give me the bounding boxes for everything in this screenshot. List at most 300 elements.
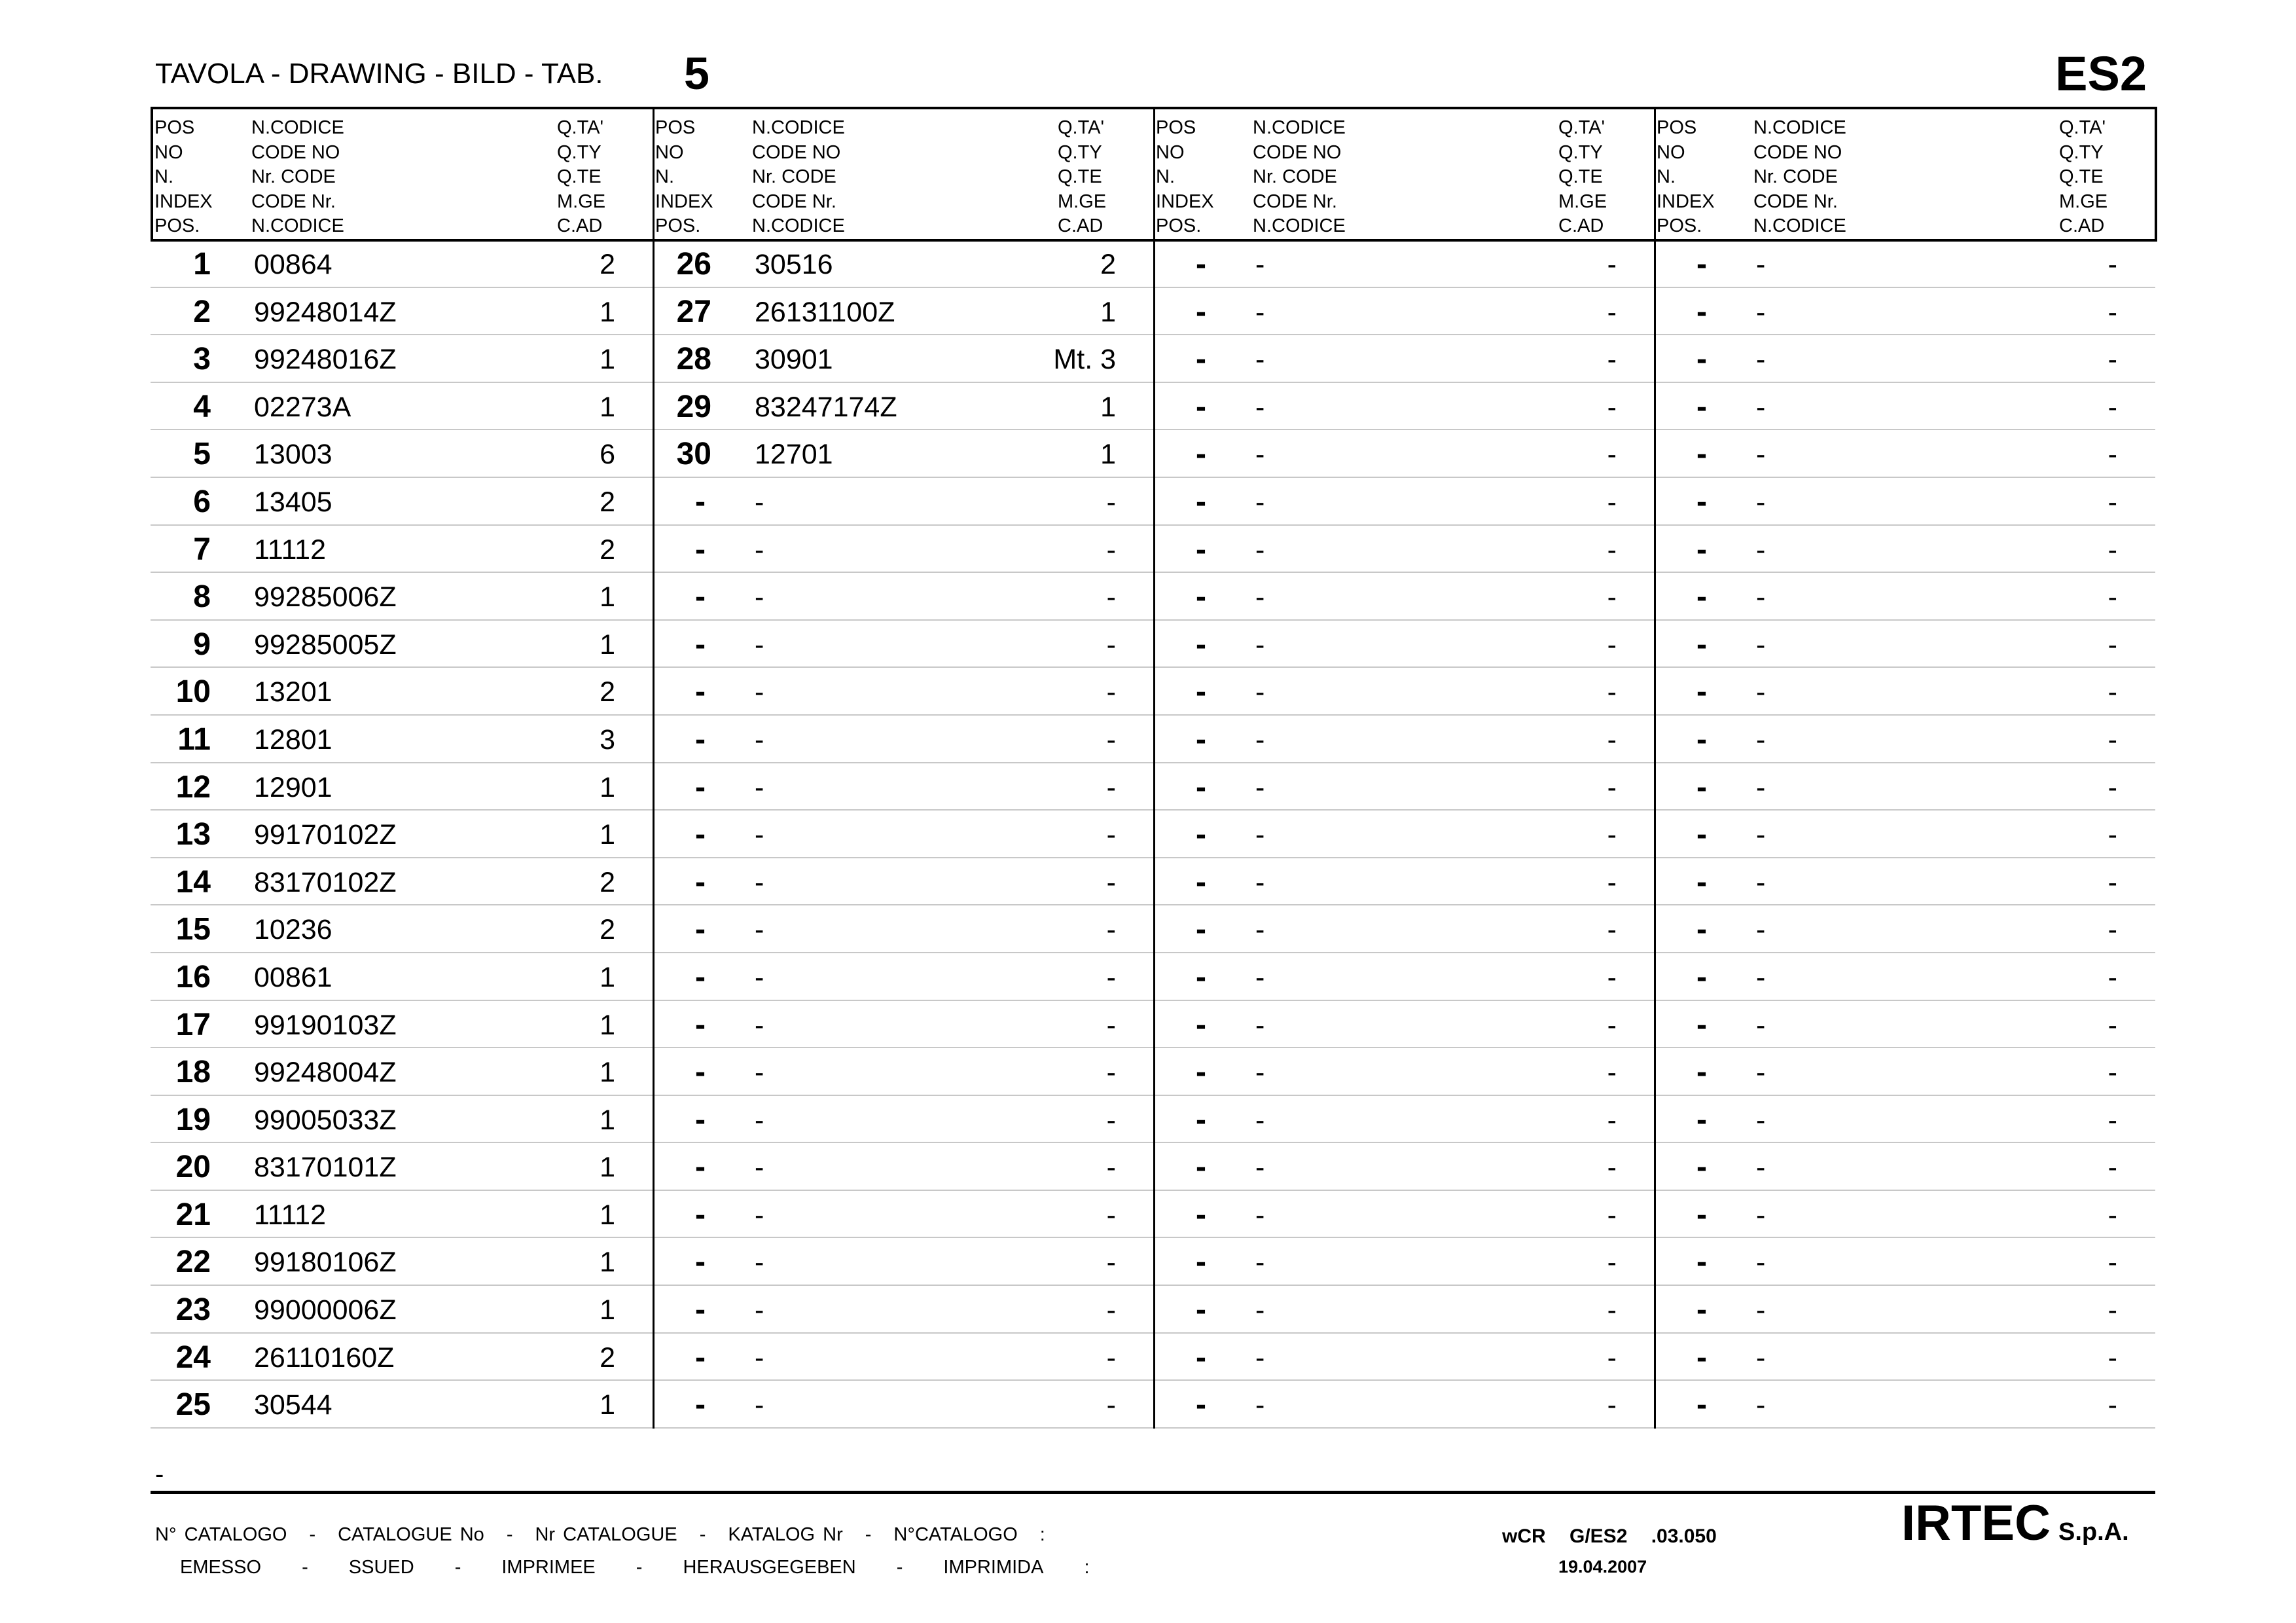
part-code[interactable]: -: [1255, 676, 1265, 708]
quantity: -: [2108, 391, 2117, 423]
quantity: -: [1607, 866, 1617, 898]
header-label: POS: [1156, 117, 1196, 138]
part-code[interactable]: -: [1255, 723, 1265, 756]
part-code[interactable]: -: [1255, 914, 1265, 946]
quantity: -: [2108, 1152, 2117, 1184]
position-number: -: [1196, 1102, 1206, 1137]
position-number: -: [1196, 1150, 1206, 1185]
header-label: Nr. CODE: [251, 166, 336, 187]
part-code[interactable]: -: [1756, 391, 1766, 423]
part-code[interactable]: -: [755, 771, 764, 803]
part-code[interactable]: -: [755, 914, 764, 946]
part-code[interactable]: 83170102Z: [254, 866, 397, 898]
position-number: -: [1196, 389, 1206, 424]
issue-date: 19.04.2007: [1558, 1557, 1647, 1577]
header-qty-labels: [1558, 116, 1607, 239]
position-number: 13: [175, 817, 211, 852]
position-number: -: [1696, 769, 1707, 805]
part-code[interactable]: 02273A: [254, 391, 351, 423]
header-label: CODE NO: [251, 141, 340, 163]
position-number: 12: [175, 769, 211, 805]
footer-label: -: [896, 1557, 903, 1578]
quantity: -: [1106, 1294, 1116, 1326]
part-code[interactable]: -: [1756, 486, 1766, 518]
quantity: -: [2108, 1057, 2117, 1089]
quantity: 1: [600, 819, 615, 851]
part-code[interactable]: -: [1756, 581, 1766, 613]
quantity: -: [2108, 819, 2117, 851]
position-number: 7: [193, 532, 211, 567]
part-code[interactable]: -: [1255, 344, 1265, 376]
part-code[interactable]: -: [755, 723, 764, 756]
part-code[interactable]: -: [1756, 914, 1766, 946]
quantity: -: [1607, 391, 1617, 423]
part-code[interactable]: -: [1756, 961, 1766, 993]
header-qty-labels: [1058, 116, 1106, 239]
position-number: -: [1696, 247, 1707, 282]
quantity: -: [2108, 1247, 2117, 1279]
part-code[interactable]: 99248016Z: [254, 344, 397, 376]
position-number: -: [695, 532, 706, 567]
position-number: -: [1196, 1292, 1206, 1328]
quantity: -: [2108, 249, 2117, 280]
position-number: -: [695, 817, 706, 852]
position-number: 3: [193, 342, 211, 377]
part-code[interactable]: -: [755, 1009, 764, 1041]
part-code[interactable]: -: [755, 866, 764, 898]
position-number: 20: [175, 1150, 211, 1185]
position-number: 23: [175, 1292, 211, 1328]
header-label: Nr. CODE: [752, 166, 836, 187]
position-number: -: [1696, 912, 1707, 947]
position-number: -: [1196, 1245, 1206, 1280]
part-code[interactable]: -: [755, 1199, 764, 1231]
part-code[interactable]: -: [1255, 439, 1265, 471]
part-code[interactable]: 99170102Z: [254, 819, 397, 851]
header-label: M.GE: [1058, 191, 1107, 212]
quantity: 1: [600, 1152, 615, 1184]
quantity: -: [1607, 1009, 1617, 1041]
header-label: CODE Nr.: [752, 191, 836, 212]
part-code[interactable]: 12901: [254, 771, 332, 803]
position-number: -: [1196, 1197, 1206, 1232]
part-code[interactable]: -: [1756, 1294, 1766, 1326]
quantity: -: [1607, 534, 1617, 566]
part-code[interactable]: 30516: [755, 249, 833, 280]
footer-divider: [151, 1491, 2155, 1494]
part-code[interactable]: -: [1255, 1152, 1265, 1184]
header-label: POS.: [1156, 215, 1202, 236]
header-label: POS.: [154, 215, 200, 236]
quantity: 1: [600, 1104, 615, 1136]
quantity: 2: [600, 249, 615, 280]
part-code[interactable]: -: [1756, 249, 1766, 280]
part-code[interactable]: -: [755, 961, 764, 993]
header-label: N.: [1156, 166, 1175, 187]
header-label: POS: [154, 117, 195, 138]
header-qty-labels: [557, 116, 605, 239]
part-code[interactable]: -: [1756, 1009, 1766, 1041]
position-number: -: [1196, 769, 1206, 805]
position-number: 10: [175, 674, 211, 710]
quantity: -: [1607, 249, 1617, 280]
position-number: -: [695, 769, 706, 805]
quantity: -: [1106, 771, 1116, 803]
part-code[interactable]: -: [755, 581, 764, 613]
header-label: POS: [655, 117, 696, 138]
quantity: -: [1106, 819, 1116, 851]
quantity: -: [1607, 1152, 1617, 1184]
part-code[interactable]: -: [1756, 866, 1766, 898]
header-label: Q.TA': [1558, 117, 1605, 138]
header-qty-labels: [2059, 116, 2108, 239]
position-number: 6: [193, 484, 211, 519]
quantity: 1: [1100, 296, 1116, 328]
quantity: 1: [600, 1247, 615, 1279]
quantity: -: [2108, 629, 2117, 661]
position-number: 29: [676, 389, 711, 424]
part-code[interactable]: 99180106Z: [254, 1247, 397, 1279]
position-number: -: [1696, 1340, 1707, 1375]
part-code[interactable]: 13405: [254, 486, 332, 518]
position-number: -: [695, 484, 706, 519]
position-number: -: [695, 627, 706, 662]
header-label: Q.TY: [1558, 141, 1603, 163]
part-code[interactable]: 99248014Z: [254, 296, 397, 328]
part-code[interactable]: -: [1756, 1199, 1766, 1231]
part-code[interactable]: -: [1255, 629, 1265, 661]
header-pos-labels: [154, 116, 213, 239]
header-label: INDEX: [1657, 191, 1715, 212]
part-code[interactable]: 13003: [254, 439, 332, 471]
position-number: -: [1196, 1007, 1206, 1042]
quantity: -: [1106, 486, 1116, 518]
part-code[interactable]: 83170101Z: [254, 1152, 397, 1184]
group-code: ES2: [2055, 46, 2147, 101]
part-code[interactable]: 11112: [254, 534, 326, 566]
part-code[interactable]: 99285005Z: [254, 629, 397, 661]
quantity: -: [1106, 723, 1116, 756]
quantity: -: [1607, 914, 1617, 946]
position-number: -: [695, 1150, 706, 1185]
part-code[interactable]: -: [1255, 1247, 1265, 1279]
quantity: 2: [1100, 249, 1116, 280]
header-pos-labels: [655, 116, 713, 239]
part-code[interactable]: 11112: [254, 1199, 326, 1231]
issued-label: [180, 1557, 1130, 1578]
brand-suffix: S.p.A.: [2058, 1518, 2129, 1546]
header-label: Q.TE: [2059, 166, 2104, 187]
header-label: Nr. CODE: [1253, 166, 1337, 187]
part-code[interactable]: -: [1255, 819, 1265, 851]
position-number: 17: [175, 1007, 211, 1042]
position-number: -: [1196, 1387, 1206, 1423]
part-code[interactable]: -: [1255, 391, 1265, 423]
header-label: CODE Nr.: [1753, 191, 1838, 212]
header-code-labels: [1753, 116, 1846, 239]
quantity: -: [2108, 344, 2117, 376]
position-number: -: [695, 1055, 706, 1090]
footer-label: :: [1084, 1557, 1090, 1578]
header-group: [1155, 109, 1655, 239]
quantity: -: [1607, 1294, 1617, 1326]
part-code[interactable]: -: [1255, 1104, 1265, 1136]
header-label: Q.TY: [1058, 141, 1102, 163]
header-label: N.CODICE: [1753, 215, 1846, 236]
position-number: -: [1196, 864, 1206, 900]
position-number: -: [695, 959, 706, 994]
part-code[interactable]: -: [1756, 296, 1766, 328]
quantity: -: [1106, 629, 1116, 661]
header-label: Q.TA': [1058, 117, 1105, 138]
part-code[interactable]: -: [1756, 344, 1766, 376]
part-code[interactable]: -: [1255, 1389, 1265, 1421]
part-code[interactable]: -: [755, 1104, 764, 1136]
part-code[interactable]: 26131100Z: [755, 296, 895, 328]
header-label: INDEX: [1156, 191, 1214, 212]
position-number: -: [1696, 959, 1707, 994]
part-code[interactable]: -: [1255, 296, 1265, 328]
quantity: -: [1607, 344, 1617, 376]
header-label: N.: [1657, 166, 1676, 187]
quantity: -: [1607, 961, 1617, 993]
position-number: 21: [175, 1197, 211, 1232]
part-code[interactable]: -: [1255, 1199, 1265, 1231]
part-code[interactable]: 99190103Z: [254, 1009, 397, 1041]
header-label: Q.TE: [557, 166, 601, 187]
header-label: C.AD: [1058, 215, 1103, 236]
part-code[interactable]: -: [1255, 534, 1265, 566]
position-number: 5: [193, 437, 211, 472]
part-code[interactable]: -: [755, 1389, 764, 1421]
part-code[interactable]: 30544: [254, 1389, 332, 1421]
position-number: 16: [175, 959, 211, 994]
quantity: -: [2108, 1341, 2117, 1374]
quantity: -: [1607, 1104, 1617, 1136]
part-code[interactable]: -: [1255, 581, 1265, 613]
quantity: -: [1607, 771, 1617, 803]
part-code[interactable]: -: [1756, 819, 1766, 851]
footer-label: -: [699, 1524, 706, 1545]
part-code[interactable]: 30901: [755, 344, 833, 376]
quantity: -: [1607, 1057, 1617, 1089]
header-label: NO: [1156, 141, 1185, 163]
position-number: -: [1696, 532, 1707, 567]
part-code[interactable]: -: [1756, 676, 1766, 708]
part-code[interactable]: 10236: [254, 914, 332, 946]
part-code[interactable]: -: [1756, 1057, 1766, 1089]
position-number: 22: [175, 1245, 211, 1280]
part-code[interactable]: -: [1756, 534, 1766, 566]
quantity: -: [2108, 723, 2117, 756]
part-code[interactable]: -: [1255, 771, 1265, 803]
header-label: Q.TE: [1058, 166, 1102, 187]
position-number: -: [1196, 1055, 1206, 1090]
quantity: -: [1607, 629, 1617, 661]
part-code[interactable]: -: [1756, 1341, 1766, 1374]
part-code[interactable]: -: [755, 1341, 764, 1374]
quantity: Mt. 3: [1053, 344, 1116, 376]
position-number: -: [1696, 1007, 1707, 1042]
header-label: N.CODICE: [1753, 117, 1846, 138]
position-number: -: [1696, 484, 1707, 519]
position-number: 15: [175, 912, 211, 947]
quantity: -: [1106, 1104, 1116, 1136]
part-code[interactable]: 99248004Z: [254, 1057, 397, 1089]
quantity: -: [1106, 1389, 1116, 1421]
column-divider: [1654, 107, 1656, 1429]
footer-label: -: [302, 1557, 308, 1578]
footer-label: IMPRIMEE: [501, 1557, 596, 1578]
part-code[interactable]: -: [1756, 1389, 1766, 1421]
quantity: -: [1607, 296, 1617, 328]
part-code[interactable]: -: [1756, 439, 1766, 471]
quantity: -: [1106, 961, 1116, 993]
header-code-labels: [251, 116, 344, 239]
header-code-labels: [1253, 116, 1346, 239]
part-code[interactable]: 00861: [254, 961, 332, 993]
quantity: 1: [1100, 439, 1116, 471]
part-code[interactable]: -: [1756, 723, 1766, 756]
part-code[interactable]: -: [1255, 1341, 1265, 1374]
part-code[interactable]: 26110160Z: [254, 1341, 395, 1374]
quantity: -: [1106, 581, 1116, 613]
position-number: -: [1196, 1340, 1206, 1375]
position-number: -: [695, 864, 706, 900]
part-code[interactable]: 13201: [254, 676, 332, 708]
header-label: NO: [655, 141, 684, 163]
position-number: -: [695, 1007, 706, 1042]
header-label: POS: [1657, 117, 1697, 138]
header-label: N.CODICE: [1253, 117, 1346, 138]
footer-label: Nr CATALOGUE: [535, 1524, 677, 1545]
position-number: -: [695, 674, 706, 710]
position-number: -: [1696, 627, 1707, 662]
position-number: -: [1696, 294, 1707, 329]
part-code[interactable]: -: [755, 1152, 764, 1184]
quantity: -: [1607, 676, 1617, 708]
position-number: 9: [193, 627, 211, 662]
header-label: NO: [154, 141, 183, 163]
position-number: -: [1696, 1197, 1707, 1232]
part-code[interactable]: -: [1756, 771, 1766, 803]
part-code[interactable]: -: [1255, 1294, 1265, 1326]
part-code[interactable]: -: [755, 629, 764, 661]
footer-label: :: [1039, 1524, 1045, 1545]
header-group: [1655, 109, 2156, 239]
part-code[interactable]: 00864: [254, 249, 332, 280]
position-number: -: [1696, 1292, 1707, 1328]
position-number: -: [1196, 627, 1206, 662]
part-code[interactable]: -: [755, 819, 764, 851]
quantity: -: [2108, 914, 2117, 946]
part-code[interactable]: -: [755, 1294, 764, 1326]
footer-label: KATALOG Nr: [728, 1524, 843, 1545]
part-code[interactable]: -: [755, 534, 764, 566]
quantity: 2: [600, 676, 615, 708]
position-number: -: [1696, 817, 1707, 852]
quantity: 1: [600, 296, 615, 328]
footer-label: N°CATALOGO: [893, 1524, 1018, 1545]
header-pos-labels: [1156, 116, 1214, 239]
part-code[interactable]: 99000006Z: [254, 1294, 397, 1326]
part-code[interactable]: 99285006Z: [254, 581, 397, 613]
part-code[interactable]: 12701: [755, 439, 833, 471]
position-number: -: [1196, 484, 1206, 519]
header-pos-labels: [1657, 116, 1715, 239]
quantity: -: [1106, 1009, 1116, 1041]
header-label: POS.: [655, 215, 701, 236]
quantity: -: [2108, 1104, 2117, 1136]
quantity: 2: [600, 534, 615, 566]
header-label: N.: [655, 166, 674, 187]
part-code[interactable]: -: [755, 1057, 764, 1089]
header-label: CODE NO: [1253, 141, 1342, 163]
part-code[interactable]: -: [755, 486, 764, 518]
part-code[interactable]: 99005033Z: [254, 1104, 397, 1136]
quantity: 3: [600, 723, 615, 756]
header-label: M.GE: [1558, 191, 1607, 212]
footer-label: -: [506, 1524, 513, 1545]
part-code[interactable]: -: [755, 1247, 764, 1279]
footer-label: -: [865, 1524, 872, 1545]
quantity: -: [1607, 1247, 1617, 1279]
part-code[interactable]: 12801: [254, 723, 332, 756]
header-code-labels: [752, 116, 845, 239]
quantity: -: [2108, 1199, 2117, 1231]
footer-label: CATALOGUE No: [338, 1524, 484, 1545]
position-number: -: [1196, 294, 1206, 329]
quantity: 2: [600, 486, 615, 518]
part-code[interactable]: -: [755, 676, 764, 708]
position-number: 25: [175, 1387, 211, 1423]
quantity: -: [1106, 1199, 1116, 1231]
quantity: 1: [600, 1199, 615, 1231]
quantity: 1: [600, 629, 615, 661]
part-code[interactable]: -: [1255, 1009, 1265, 1041]
part-code[interactable]: -: [1255, 961, 1265, 993]
header-label: INDEX: [154, 191, 213, 212]
part-code[interactable]: -: [1756, 629, 1766, 661]
position-number: 18: [175, 1055, 211, 1090]
part-code[interactable]: -: [1255, 249, 1265, 280]
part-code[interactable]: -: [1255, 1057, 1265, 1089]
header-label: C.AD: [557, 215, 603, 236]
part-code[interactable]: -: [1756, 1104, 1766, 1136]
quantity: 1: [1100, 391, 1116, 423]
position-number: 2: [193, 294, 211, 329]
quantity: -: [2108, 771, 2117, 803]
footer-label: -: [454, 1557, 461, 1578]
part-code[interactable]: -: [1756, 1247, 1766, 1279]
document-reference: wCR G/ES2 .03.050: [1502, 1525, 1717, 1547]
position-number: -: [1196, 674, 1206, 710]
quantity: 1: [600, 1057, 615, 1089]
quantity: 1: [600, 1294, 615, 1326]
part-code[interactable]: -: [1255, 866, 1265, 898]
header-label: CODE NO: [1753, 141, 1842, 163]
quantity: 2: [600, 1341, 615, 1374]
part-code[interactable]: -: [1255, 486, 1265, 518]
quantity: -: [1106, 676, 1116, 708]
catalogue-number-label: [155, 1524, 1067, 1546]
part-code[interactable]: 83247174Z: [755, 391, 897, 423]
quantity: -: [2108, 439, 2117, 471]
part-code[interactable]: -: [1756, 1152, 1766, 1184]
position-number: -: [695, 721, 706, 757]
header-label: N.CODICE: [752, 117, 845, 138]
position-number: 28: [676, 342, 711, 377]
